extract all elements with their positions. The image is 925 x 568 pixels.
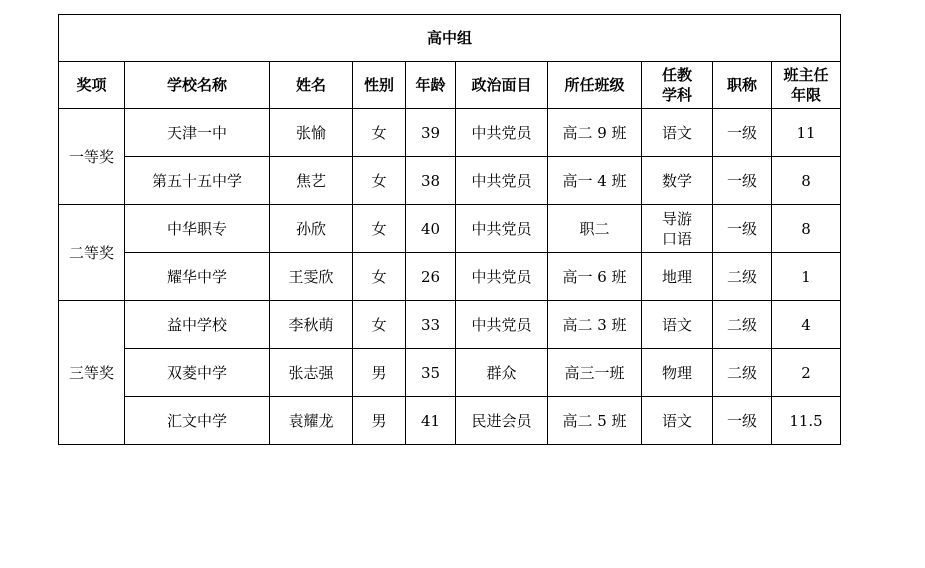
cell-years: 11.5 [772,397,841,445]
cell-years: 4 [772,301,841,349]
table-row [59,205,841,253]
cell-name: 焦艺 [270,157,353,205]
table-row [59,301,841,349]
cell-age: 41 [406,397,456,445]
cell-school: 天津一中 [125,109,270,157]
cell-class: 高二 9 班 [548,109,642,157]
cell-school: 中华职专 [125,205,270,253]
cell-years: 8 [772,157,841,205]
cell-gender: 女 [353,205,406,253]
cell-party: 中共党员 [456,253,548,301]
cell-name: 李秋萌 [270,301,353,349]
cell-class: 高一 6 班 [548,253,642,301]
header-party: 政治面目 [456,62,548,109]
cell-party: 中共党员 [456,301,548,349]
cell-gender: 女 [353,301,406,349]
cell-party: 中共党员 [456,205,548,253]
header-subject: 任教 学科 [642,62,713,109]
cell-subject: 语文 [642,301,713,349]
cell-school: 第五十五中学 [125,157,270,205]
cell-party: 中共党员 [456,157,548,205]
header-class: 所任班级 [548,62,642,109]
cell-class: 高一 4 班 [548,157,642,205]
cell-age: 40 [406,205,456,253]
cell-name: 王雯欣 [270,253,353,301]
cell-name: 袁耀龙 [270,397,353,445]
cell-school: 双菱中学 [125,349,270,397]
cell-subject: 语文 [642,109,713,157]
cell-years: 2 [772,349,841,397]
cell-name: 张愉 [270,109,353,157]
cell-school: 益中学校 [125,301,270,349]
cell-name: 张志强 [270,349,353,397]
header-award: 奖项 [59,62,125,109]
cell-title: 二级 [713,349,772,397]
table-title: 高中组 [59,15,841,62]
table-row [59,397,841,445]
award-level-cell: 二等奖 [59,205,125,301]
cell-age: 26 [406,253,456,301]
header-name: 姓名 [270,62,353,109]
cell-title: 二级 [713,253,772,301]
cell-title: 二级 [713,301,772,349]
cell-class: 高三一班 [548,349,642,397]
cell-party: 群众 [456,349,548,397]
cell-subject: 语文 [642,397,713,445]
award-table [58,14,841,445]
cell-subject: 数学 [642,157,713,205]
cell-gender: 女 [353,253,406,301]
cell-age: 39 [406,109,456,157]
cell-age: 33 [406,301,456,349]
cell-years: 8 [772,205,841,253]
cell-title: 一级 [713,109,772,157]
cell-age: 38 [406,157,456,205]
cell-party: 中共党员 [456,109,548,157]
cell-name: 孙欣 [270,205,353,253]
cell-class: 高二 5 班 [548,397,642,445]
award-level-cell: 三等奖 [59,301,125,445]
cell-gender: 男 [353,349,406,397]
header-row [59,62,841,109]
cell-age: 35 [406,349,456,397]
award-level-cell: 一等奖 [59,109,125,205]
table-row [59,109,841,157]
cell-class: 职二 [548,205,642,253]
cell-title: 一级 [713,205,772,253]
cell-years: 11 [772,109,841,157]
cell-school: 汇文中学 [125,397,270,445]
cell-class: 高二 3 班 [548,301,642,349]
cell-gender: 女 [353,157,406,205]
header-school: 学校名称 [125,62,270,109]
cell-years: 1 [772,253,841,301]
header-gender: 性别 [353,62,406,109]
cell-gender: 女 [353,109,406,157]
cell-gender: 男 [353,397,406,445]
cell-subject: 导游 口语 [642,205,713,253]
cell-school: 耀华中学 [125,253,270,301]
cell-party: 民进会员 [456,397,548,445]
cell-subject: 地理 [642,253,713,301]
cell-title: 一级 [713,157,772,205]
cell-subject: 物理 [642,349,713,397]
table-row [59,253,841,301]
cell-title: 一级 [713,397,772,445]
table-row [59,157,841,205]
table-row [59,349,841,397]
header-title: 职称 [713,62,772,109]
header-years: 班主任 年限 [772,62,841,109]
header-age: 年龄 [406,62,456,109]
